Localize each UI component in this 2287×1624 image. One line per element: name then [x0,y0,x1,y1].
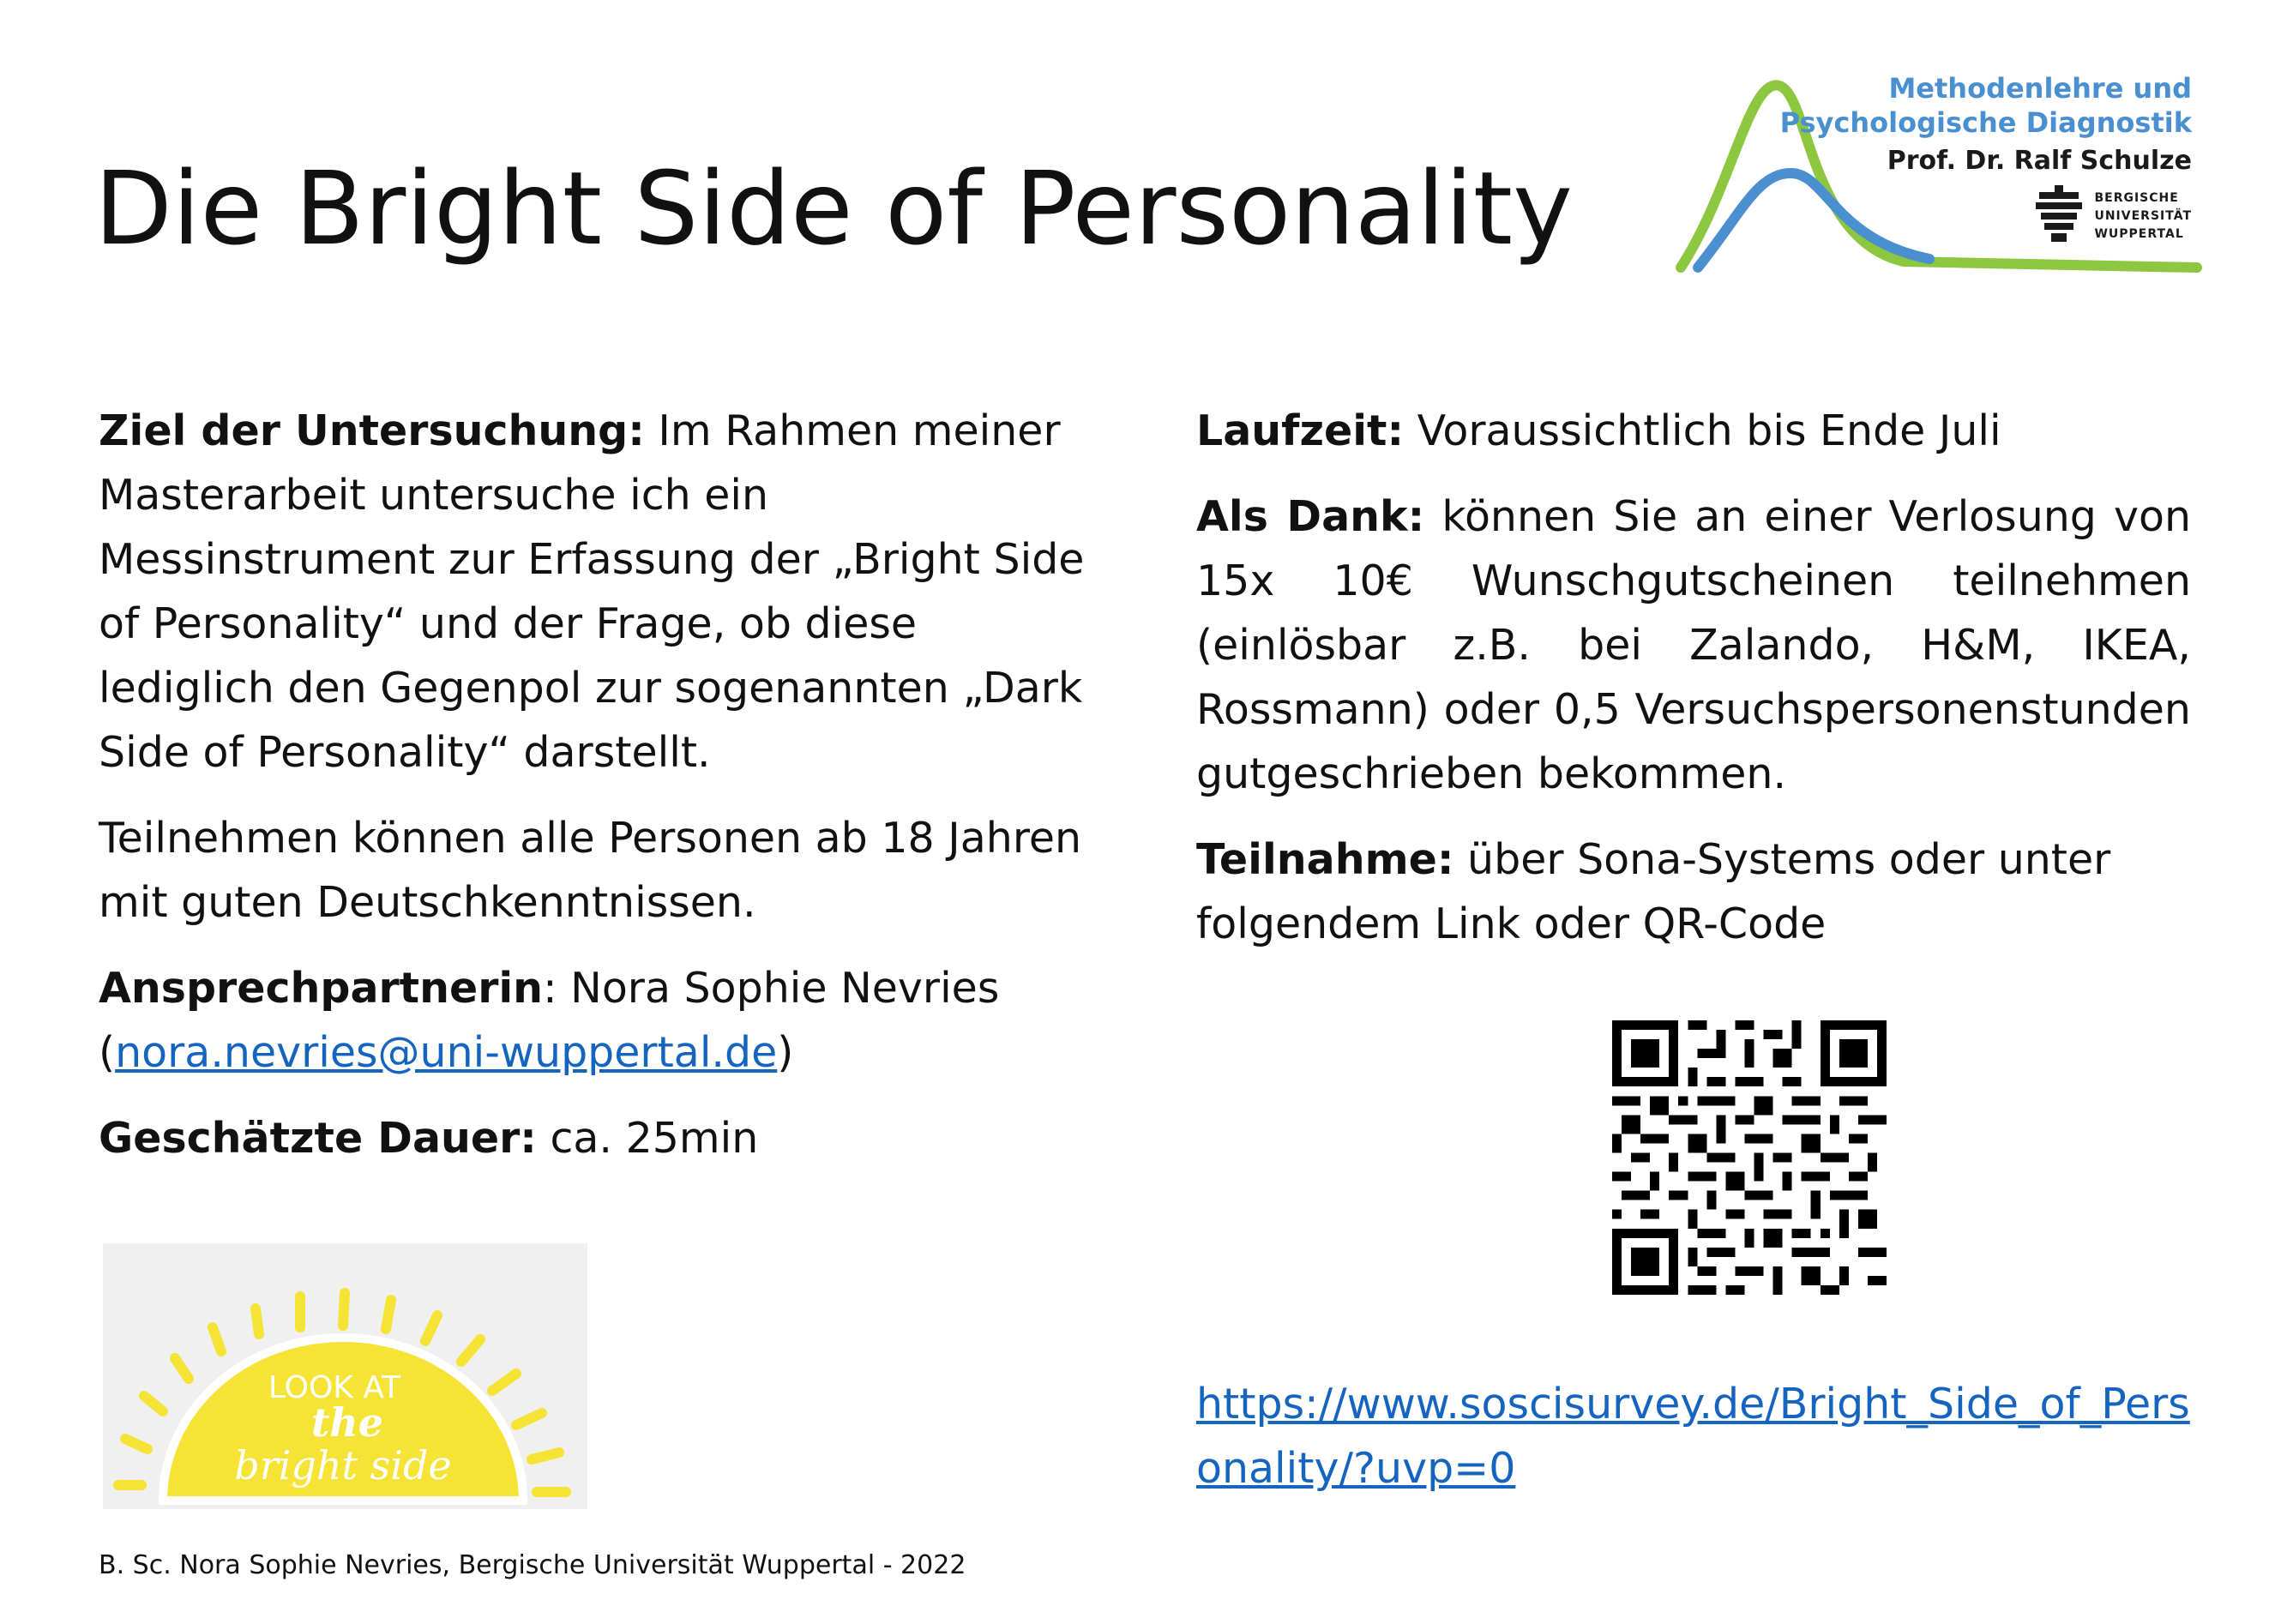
sticker-line-2: the [311,1399,383,1446]
contact-paren-open: ( [99,1028,116,1077]
sticker-line-1: LOOK AT [268,1370,401,1405]
footer-credit: B. Sc. Nora Sophie Nevries, Bergische Universität Wuppertal - 2022 [99,1550,966,1580]
logo-professor: Prof. Dr. Ralf Schulze [1887,146,2192,176]
thanks-label: Als Dank: [1196,492,1425,541]
survey-url-block [1196,1372,2200,1501]
uni-line-3: WUPPERTAL [2094,226,2184,241]
thanks-text: können Sie an einer Verlosung von 15x 10€ Wunschgutscheinen teilnehmen (einlösbar z.B. bei Zalando, H&M, IKEA, Rossmann) oder 0,5 Versuchspersonenstunden gutgeschrieben bekommen. [1196,492,2192,798]
runtime-label: Laufzeit: [1196,406,1405,455]
contact-name: : Nora Sophie Nevries [543,964,1000,1013]
university-mark [2032,185,2192,247]
uni-line-1: BERGISCHE [2094,190,2179,205]
duration-paragraph [99,1106,1102,1170]
left-column [99,399,1102,1192]
logo-line-2: Psychologische Diagnostik [1779,106,2192,139]
goal-label: Ziel der Untersuchung: [99,406,645,455]
right-column [1196,399,2191,977]
sticker-line-3: bright side [234,1442,452,1489]
contact-paren-close: ) [777,1028,794,1077]
bright-side-sticker [103,1243,587,1509]
participants-paragraph: Teilnehmen können alle Personen ab 18 Jahren mit guten Deutschkenntnissen. [99,814,1082,927]
runtime-text: Voraussichtlich bis Ende Juli [1404,406,2001,455]
department-logo [1655,69,2204,274]
contact-paragraph [99,956,1102,1085]
university-crest-icon [2032,185,2085,247]
logo-line-1: Methodenlehre und [1888,72,2192,105]
qr-code-icon[interactable] [1612,1020,1887,1295]
page-title: Die Bright Side of Personality [94,149,1573,268]
goal-text: Im Rahmen meiner Masterarbeit untersuche ich ein Messinstrument zur Erfassung der „Bright Side of Personality“ und der Frage, ob diese lediglich den Gegenpol zur sogenannten „Dark Side of Personality“ darstellt. [99,406,1085,777]
contact-email-link[interactable]: nora.nevries@uni-wuppertal.de [115,1028,778,1077]
duration-label: Geschätzte Dauer: [99,1114,537,1163]
participation-label: Teilnahme: [1196,835,1454,884]
goal-paragraph [99,399,1102,785]
contact-label: Ansprechpartnerin [99,964,544,1013]
survey-link[interactable]: https://www.soscisurvey.de/Bright_Side_of_Personality/?uvp=0 [1196,1380,2190,1493]
uni-line-2: UNIVERSITÄT [2094,208,2192,223]
runtime-paragraph [1196,399,2191,463]
thanks-paragraph [1196,484,2191,806]
duration-text: ca. 25min [536,1114,759,1163]
participation-paragraph [1196,827,2191,956]
participation-text: über Sona-Systems oder unter folgendem Link oder QR-Code [1196,835,2111,948]
